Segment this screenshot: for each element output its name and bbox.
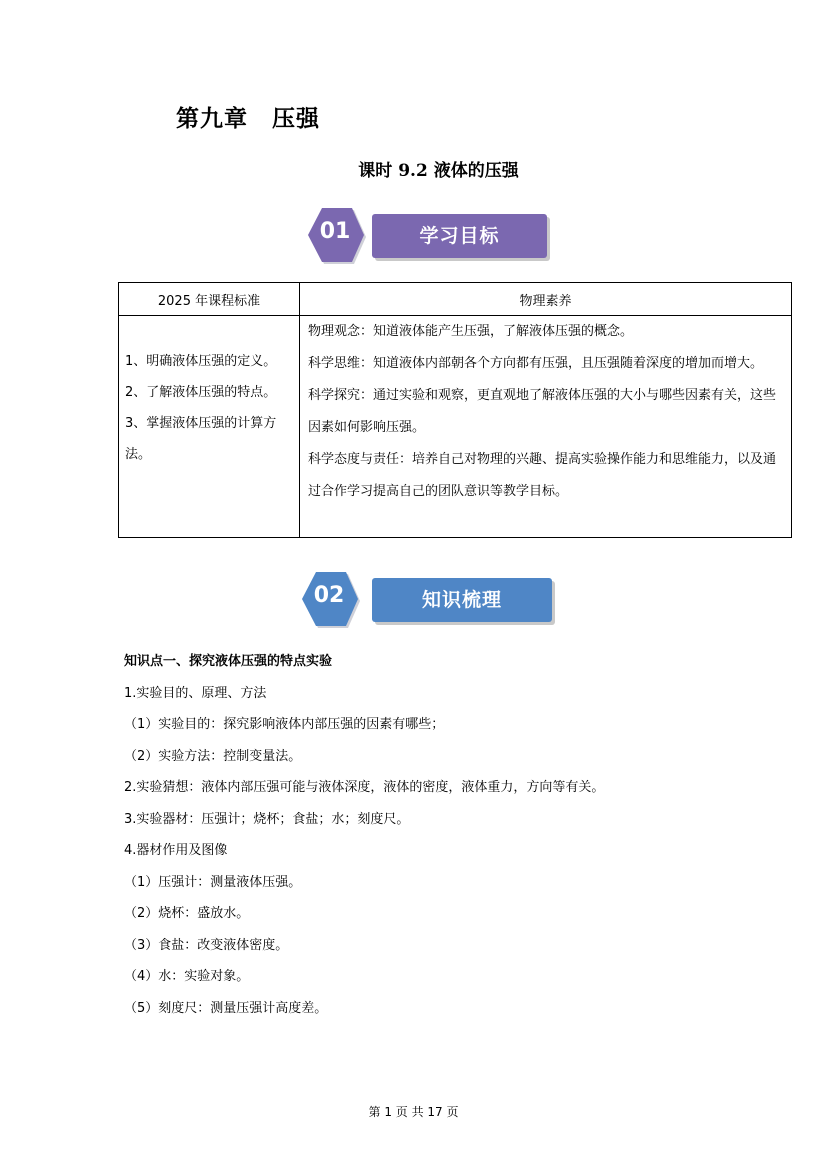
banner-label: 学习目标 [419,225,500,247]
knowledge-line: 4.器材作用及图像 [124,843,228,858]
standard-item: 1、明确液体压强的定义。 [125,354,277,369]
knowledge-line: （2）实验方法：控制变量法。 [124,748,302,764]
chapter-title: 第九章 压强 [176,105,320,132]
knowledge-line: （2）烧杯：盛放水。 [124,906,250,921]
knowledge-line: 1.实验目的、原理、方法 [124,685,267,701]
banner-label: 知识梳理 [421,589,502,611]
table-header-standard: 2025 年课程标准 [119,283,300,316]
section-banner-knowledge-review [296,566,556,636]
banner-bar [372,214,547,258]
knowledge-line: （5）刻度尺：测量压强计高度差。 [124,1000,328,1016]
knowledge-line: 3.实验器材：压强计；烧杯；食盐；水；刻度尺。 [124,811,410,827]
curriculum-standards-table [118,282,792,538]
lesson-title: 课时 9.2 液体的压强 [358,161,519,181]
section-banner-learning-goals [302,202,562,272]
standards-cell [119,316,300,538]
standard-item: 3、掌握液体压强的计算方法。 [125,416,277,462]
knowledge-line: （3）食盐：改变液体密度。 [124,937,289,953]
banner-number: 01 [319,219,351,244]
knowledge-line: （4）水：实验对象。 [124,969,250,984]
knowledge-line: （1）压强计：测量液体压强。 [124,874,302,890]
banner-number: 02 [313,583,345,608]
literacy-cell [300,316,792,538]
knowledge-point-title: 知识点一、探究液体压强的特点实验 [124,654,333,669]
knowledge-line: （1）实验目的：探究影响液体内部压强的因素有哪些； [124,717,445,732]
knowledge-line: 2.实验猜想：液体内部压强可能与液体深度，液体的密度，液体重力，方向等有关。 [124,780,605,795]
literacy-item: 科学思维：知道液体内部朝各个方向都有压强，且压强随着深度的增加而增大。 [308,356,764,371]
literacy-item: 科学探究：通过实验和观察，更直观地了解液体压强的大小与哪些因素有关，这些因素如何影响压强。 [308,388,777,435]
table-header-literacy: 物理素养 [300,283,792,316]
standard-item: 2、了解液体压强的特点。 [125,385,277,400]
knowledge-section [124,646,604,1024]
banner-bar [372,578,552,622]
literacy-item: 物理观念：知道液体能产生压强，了解液体压强的概念。 [308,324,634,339]
page-footer: 第 1 页 共 17 页 [368,1105,459,1119]
literacy-item: 科学态度与责任：培养自己对物理的兴趣、提高实验操作能力和思维能力，以及通过合作学习提高自己的团队意识等教学目标。 [308,452,777,499]
